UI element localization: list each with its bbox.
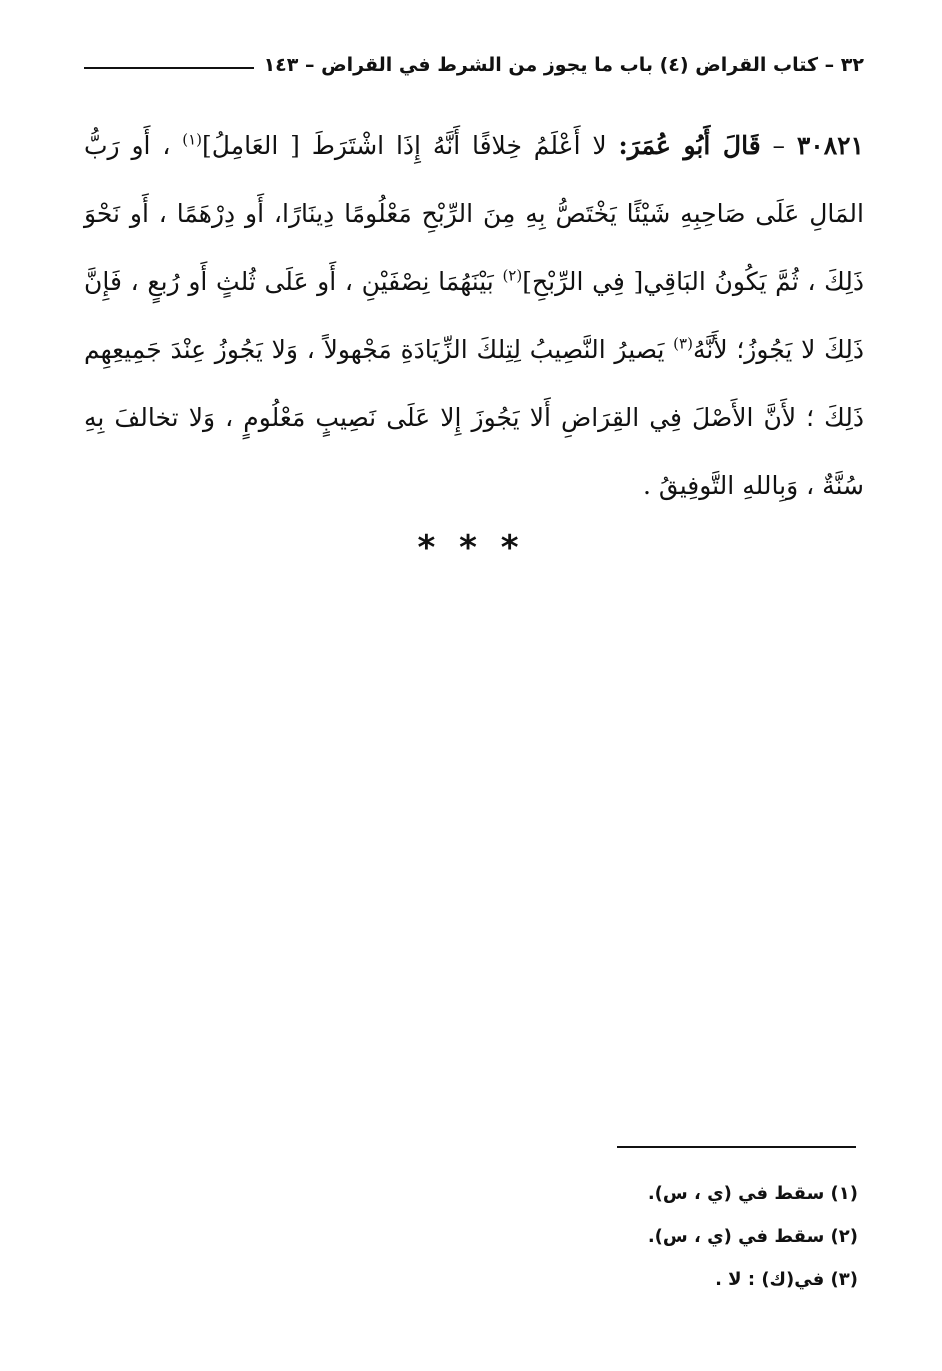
section-separator: * * * bbox=[417, 528, 525, 568]
paragraph-segment-1: لا أَعْلَمُ خِلافًا أَنَّهُ إِذَا اشْتَرَطَ [ العَامِلُ] bbox=[202, 131, 619, 160]
footnote-1: (١) سقط في (ي ، س). bbox=[647, 1183, 858, 1204]
running-title: ٣٢ – كتاب القراض (٤) باب ما يجوز من الشرط في القراض – ١٤٣ bbox=[263, 54, 864, 76]
paragraph-segment-2: ، أَو رَبُّ المَالِ عَلَى صَاحِبِهِ شَيْئًا يَخْتَصُّ بِهِ مِنَ الرِّبْحِ مَعْلُومًا دِينَارًا، أَو دِرْهَمًا ، أَو نَحْوَ ذَلِكَ ، ثُمَّ يَكُونُ البَاقِي[ فِي الرِّبْحِ] bbox=[84, 131, 865, 296]
hadith-paragraph bbox=[84, 112, 864, 520]
footnote-ref-2: (٢) bbox=[502, 266, 523, 285]
running-header bbox=[84, 50, 864, 80]
number-dash: – bbox=[760, 131, 797, 160]
footnote-rule bbox=[617, 1146, 856, 1148]
header-rule bbox=[84, 67, 254, 69]
footnote-ref-3: (٣) bbox=[673, 334, 693, 353]
footnote-3: (٣) في(ك) : لا . bbox=[715, 1269, 858, 1290]
paragraph-segment-3: بَيْنَهُمَا نِصْفَيْنِ ، أَو عَلَى ثُلثٍ أَو رُبعٍ ، فَإِنَّ ذَلِكَ لا يَجُوزُ؛ لأَنَّهُ bbox=[84, 267, 864, 364]
hadith-number: ٣٠٨٢١ bbox=[796, 131, 864, 160]
footnotes-list bbox=[358, 1172, 858, 1301]
footnote-2: (٢) سقط في (ي ، س). bbox=[647, 1226, 858, 1247]
paragraph-segment-4: يَصيرُ النَّصِيبُ لِتِلكَ الزِّيَادَةِ مَجْهولاً ، وَلا يَجُوزُ عِنْدَ جَمِيعِهِم ذَلِكَ ؛ لأَنَّ الأَصْلَ فِي القِرَاضِ أَلا يَجُوزَ إِلا عَلَى نَصِيبٍ مَعْلُومٍ ، وَلا تخالفَ بِهِ سُنَّةٌ ، وَبِاللهِ التَّوفِيقُ . bbox=[84, 335, 864, 500]
footnote-ref-1: (١) bbox=[182, 130, 203, 149]
speaker-attribution: قَالَ أَبُو عُمَرَ: bbox=[618, 131, 761, 160]
